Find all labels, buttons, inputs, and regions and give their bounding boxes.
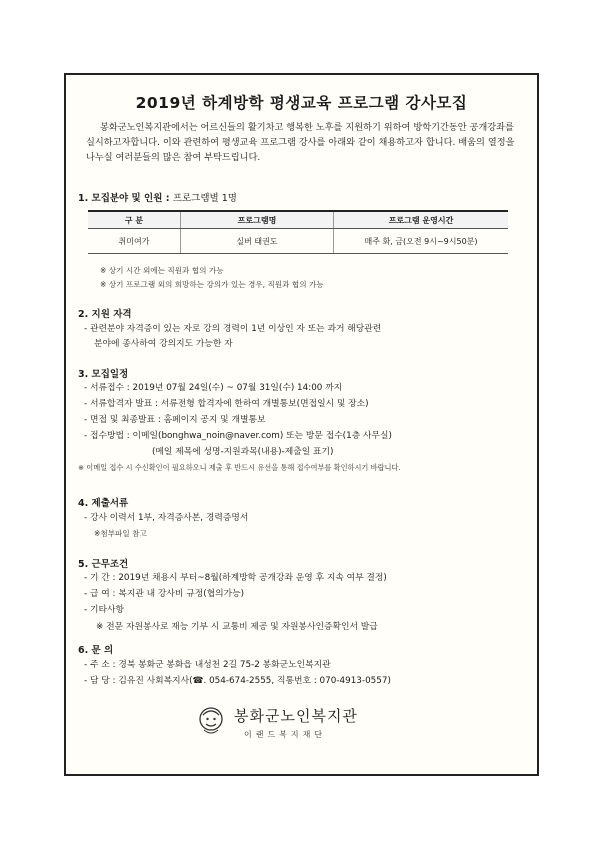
section2-line: 분야에 종사하여 강의지도 가능한 자 <box>94 339 233 349</box>
page-title: 2019년 하계방학 평생교육 프로그램 강사모집 <box>135 94 468 112</box>
program-table <box>88 210 508 254</box>
section3-line: - 서류접수 : 2019년 07월 24일(수) ~ 07월 31일(수) 14:00 까지 <box>84 383 343 393</box>
section1-note: ※ 상기 프로그램 외의 희망하는 강의가 있는 경우, 직원과 협의 가능 <box>100 280 324 289</box>
section4-heading: 4. 제출서류 <box>78 498 129 509</box>
section3-heading: 3. 모집일정 <box>78 369 129 380</box>
section1-note: ※ 상기 시간 외에는 직원과 협의 가능 <box>100 266 224 275</box>
section6-line: - 담 당 : 김유진 사회복지사(☎. 054-674-2555, 직통번호 : 070-4913-0557) <box>84 676 391 686</box>
intro-paragraph: 봉화군노인복지관에서는 어르신들의 활기차고 행복한 노후를 지원하기 위하여 방학기간동안 공개강좌를 실시하고자합니다. 이와 관련하여 평생교육 프로그램 강사를 아래와 같이 채용하고자 합니다. 배움의 열정을 나누실 여러분들의 많은 참여 부탁드립니다. <box>86 122 515 163</box>
table-cell: 매주 화, 금(오전 9시~9시50분) <box>334 229 509 254</box>
section1-heading: 1. 모집분야 및 인원 : 프로그램별 1명 <box>78 193 237 204</box>
section5-line: - 급 여 : 복지관 내 강사비 규정(협의가능) <box>84 589 245 599</box>
section3-line: - 접수방법 : 이메일(bonghwa_noin@naver.com) 또는 방문 접수(1층 사무실) <box>84 431 392 441</box>
section5-line: ※ 전문 자원봉사로 재능 기부 시 교통비 제공 및 자원봉사인증확인서 발급 <box>96 622 378 632</box>
section5-heading: 5. 근무조건 <box>78 559 129 570</box>
section2-line: - 관련분야 자격증이 있는 자로 강의 경력이 1년 이상인 자 또는 과거 해당관련 <box>84 324 382 334</box>
section1-sub: 프로그램별 1명 <box>172 193 237 204</box>
section3-line: (메일 제목에 성명-지원과목(내용)-제출일 표기) <box>152 447 334 457</box>
section3-note: ※ 이메일 접수 시 수신확인이 필요하오니 제출 후 반드시 유선을 통해 접수여부를 확인하시기 바랍니다. <box>78 463 401 472</box>
section3-line: - 서류합격자 발표 : 서류전형 합격자에 한하여 개별통보(면접일시 및 장소) <box>84 399 369 409</box>
section4-line: - 강사 이력서 1부, 자격증사본, 경력증명서 <box>84 513 249 523</box>
notice-frame <box>64 73 539 776</box>
table-header: 구 분 <box>88 211 181 229</box>
section5-line: - 기타사항 <box>84 605 124 615</box>
section4-note: ※첨부파일 참고 <box>94 529 147 538</box>
org-name: 봉화군노인복지관 <box>234 707 358 725</box>
table-row <box>88 229 508 254</box>
elder-face-logo-icon <box>196 705 226 737</box>
org-subtitle: 이랜드복지재단 <box>244 730 327 739</box>
table-header-row <box>88 211 508 229</box>
table-header: 프로그램명 <box>181 211 334 229</box>
table-cell: 취미여가 <box>88 229 181 254</box>
section6-line: - 주 소 : 경북 봉화군 봉화읍 내성천 2길 75-2 봉화군노인복지관 <box>84 660 331 670</box>
section6-heading: 6. 문 의 <box>78 645 114 656</box>
table-cell: 실버 태권도 <box>181 229 334 254</box>
section5-line: - 기 간 : 2019년 채용시 부터~8월(하계방학 공개강좌 운영 후 지속 여부 결정) <box>84 573 387 583</box>
section2-heading: 2. 지원 자격 <box>78 309 132 320</box>
table-header: 프로그램 운영시간 <box>334 211 509 229</box>
section3-line: - 면접 및 최종발표 : 홈페이지 공지 및 개별통보 <box>84 415 266 425</box>
